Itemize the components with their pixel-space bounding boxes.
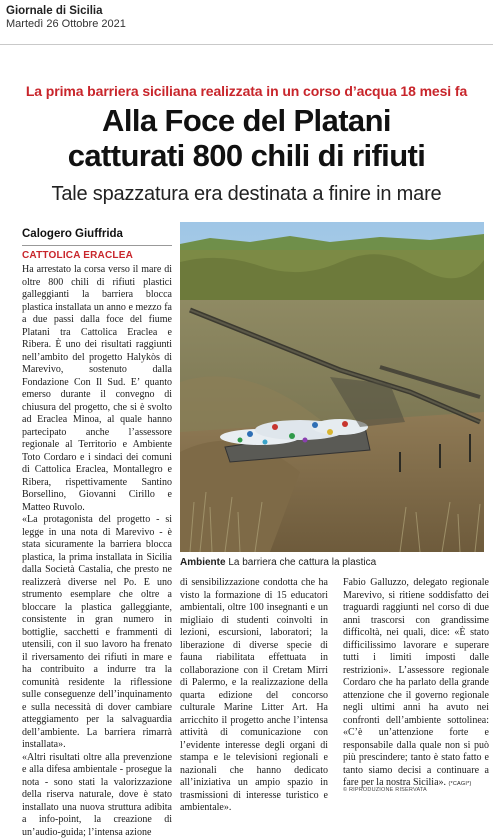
paragraph: Ha arrestato la corsa verso il mare di oltre 800 chili di rifiuti plastici galleggianti la barriera blocca plastica installata un anno e mezzo fa a due passi dalla foce del fiume Platani tra Cattolica Eraclea e Ribera. È uno dei risultati raggiunti nell’ambito del progetto Halykòs di Marevivo, sostenuto dalla Fondazione Con Il Sud. E’ quanto emerso durante il convegno di chiusura del progetto, che si è svolto ad Eraclea Minoa, al quale hanno partecipato anche l’assessore regionale al Territorio e Ambiente Toto Cordaro e i sindaci dei comuni di Cattolica Eraclea, Montallegro e Ribera, rispettivamente Santino Borsellino, Giovanni Cirillo e Matteo Ruvolo. <box>22 264 172 514</box>
paragraph: di sensibilizzazione condotta che ha visto la formazione di 15 educatori ambientali, oltre 100 insegnanti e un migliaio di studenti coinvolti in lezioni, escursioni, laboratori; la liberazione di diverse specie di fauna riabilitata effettuata in collaborazione con il Cretam Mirri di Palermo, e la realizzazione della quarta edizione del concorso culturale Marine Litter Art. Ha arricchito il progetto anche l’intensa attività di comunicazione con l’evidente interesse degli organi di stampa e le televisioni regionali e nazionali che hanno dedicato all’iniziativa un ampio spazio in trasmissioni di interesse turistico e ambientale». <box>180 577 328 815</box>
dateline-location: CATTOLICA ERACLEA <box>22 250 133 261</box>
byline: Calogero Giuffrida <box>22 228 123 240</box>
byline-divider <box>22 245 172 246</box>
paragraph: «Altri risultati oltre alla prevenzione e alla difesa ambientale - prosegue la nota - sono stati la valorizzazione della riserva naturale, dove è stato installato una nuova struttura adibita a info-point, la creazione di un’audio-guida; l’intensa azione <box>22 752 172 839</box>
newspaper-name: Giornale di Sicilia <box>6 4 126 18</box>
article-photo <box>180 222 484 552</box>
headline-line-1: Alla Foce del Platani <box>0 103 493 138</box>
subheadline: Tale spazzatura era destinata a finire in mare <box>0 183 493 206</box>
top-divider <box>0 44 493 45</box>
photo-caption <box>180 557 485 568</box>
paragraph: «La protagonista del progetto - si legge in una nota di Marevivo - è stata sicuramente la barriera blocca plastica, la prima installata in Sicilia dalla Società Castalia, che presto ne realizzerà diverse nel Po. E uno strumento esemplare che oltre a bloccare la plastica galleggiante, consistente in gran numero in bottiglie, sacchetti e frammenti di utensili, con il suo lavoro ha frenato il riversamento dei rifiuti in mare e ha contribuito a indurre tra la comunità residente la riflessione sulle conseguenze dell’inquinamento e sulla necessità di dover cambiare atteggiamento per la salvaguardia dell’ambiente. La barriera rimarrà installata». <box>22 514 172 752</box>
masthead <box>6 4 126 31</box>
headline <box>0 103 493 173</box>
issue-date: Martedì 26 Ottobre 2021 <box>6 18 126 31</box>
kicker: La prima barriera siciliana realizzata in un corso d’acqua 18 mesi fa <box>0 83 493 99</box>
paragraph <box>343 577 489 791</box>
article-column-3 <box>343 577 489 791</box>
copyright-notice: © RIPRODUZIONE RISERVATA <box>343 787 427 793</box>
article-column-2 <box>180 577 328 815</box>
paragraph-text: Fabio Galluzzo, delegato regionale Marevivo, si ritiene soddisfatto dei traguardi raggiunti nel corso di due anni trascorsi con grandissime difficoltà, nei quali, dice: «È stato difficilissimo lavorare e superare tutti i limiti imposti dalle restrizioni». L’assessore regionale Cordaro che ha parlato della grande attenzione che il governo regionale negli ultimi anni ha avuto nei confronti dell’ambiente sottolinea: «C’è un’attenzione forte e responsabile dalla quale non si può più prescindere; tanto è stato fatto e tanto siamo decisi a continuare a fare per la nostra Sicilia». <box>343 577 489 788</box>
author-credit: (*CAGI*) <box>449 781 472 787</box>
headline-line-2: catturati 800 chili di rifiuti <box>0 138 493 173</box>
caption-label: Ambiente <box>180 557 226 568</box>
article-column-1 <box>22 264 172 839</box>
caption-text: La barriera che cattura la plastica <box>226 557 377 568</box>
